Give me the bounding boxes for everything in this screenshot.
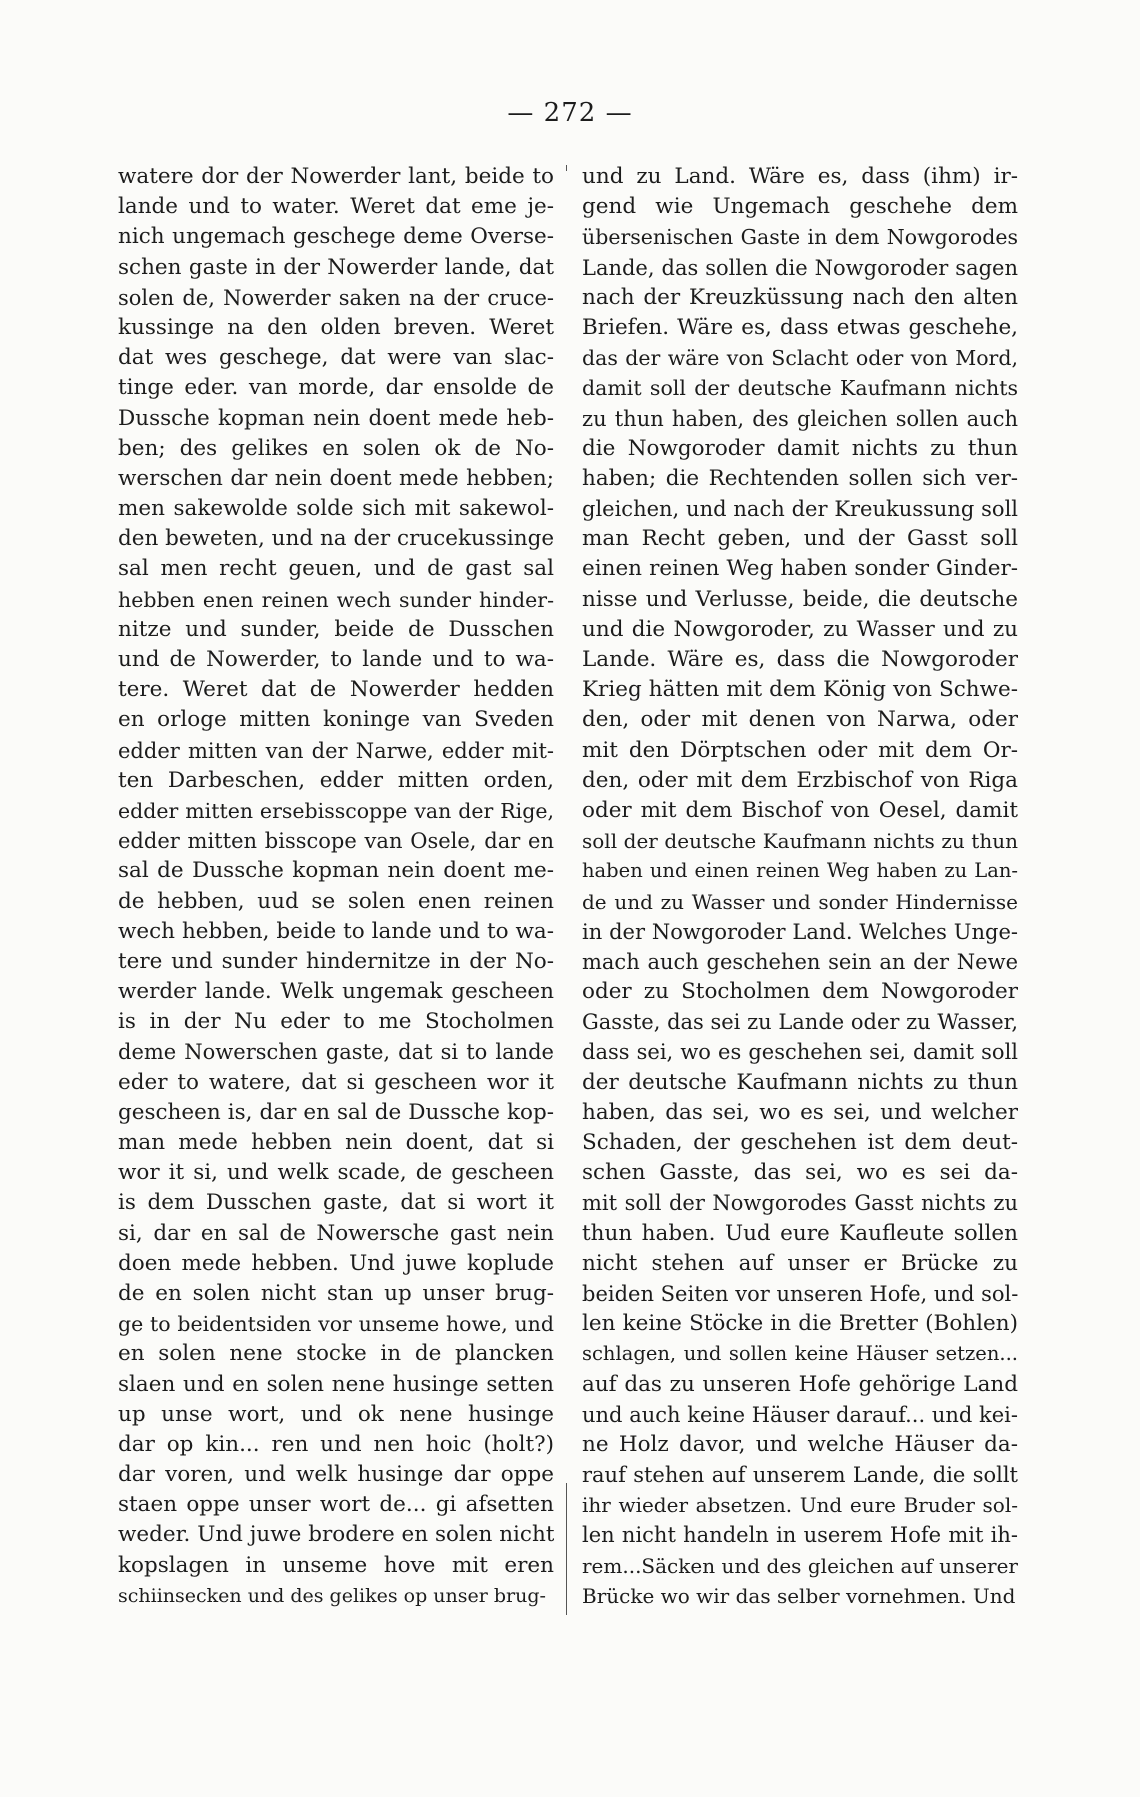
text-line: man Recht geben, und der Gasst soll [582, 526, 1018, 552]
text-line: len nicht handeln in userem Hofe mit ih- [582, 1523, 1018, 1548]
text-line: watere dor der Nowerder lant, beide to [118, 164, 554, 189]
text-line: staen oppe unser wort de... gi afsetten [118, 1492, 554, 1518]
text-line: gleichen, und nach der Kreukussung soll [582, 497, 1018, 522]
text-line: tere und sunder hindernitze in der No- [118, 948, 554, 974]
text-line: gescheen is, dar en sal de Dussche kop- [118, 1099, 554, 1125]
text-line: übersenischen Gaste in dem Nowgorodes [582, 225, 1018, 250]
text-line: de und zu Wasser und sonder Hindernisse [582, 889, 1018, 914]
text-line: Briefen. Wäre es, dass etwas geschehe, [582, 314, 1018, 340]
text-line: de hebben, uud se solen enen reinen [118, 888, 554, 914]
text-line: und auch keine Häuser darauf... und kei- [582, 1402, 1018, 1427]
text-line: auf das zu unseren Hofe gehörige Land [582, 1371, 1018, 1397]
text-line: haben und einen reinen Weg haben zu Lan- [582, 859, 1018, 883]
text-line: si, dar en sal de Nowersche gast nein [118, 1220, 554, 1246]
text-line: dass sei, wo es geschehen sei, damit soll [582, 1040, 1018, 1065]
text-line: tinge eder. van morde, dar ensolde de [118, 375, 554, 401]
text-line: und de Nowerder, to lande und to wa- [118, 647, 554, 672]
text-line: sal de Dussche kopman nein doent me- [118, 858, 554, 884]
text-line: mach auch geschehen sein an der Newe [582, 949, 1018, 974]
text-line: slaen und en solen nene husinge setten [118, 1371, 554, 1397]
text-line: Gasste, das sei zu Lande oder zu Wasser, [582, 1010, 1018, 1035]
text-line: Lande. Wäre es, dass die Nowgoroder [582, 647, 1018, 672]
text-line: einen reinen Weg haben sonder Ginder- [582, 556, 1018, 582]
text-line: das der wäre von Sclacht oder von Mord, [582, 346, 1018, 371]
text-line: lande und to water. Weret dat eme je- [118, 194, 554, 220]
text-line: hebben enen reinen wech sunder hinder- [118, 587, 554, 612]
text-line: nisse und Verlusse, beide, die deutsche [582, 586, 1018, 612]
text-line: Schaden, der geschehen ist dem deut- [582, 1130, 1018, 1155]
text-line: edder mitten bisscope van Osele, dar en [118, 829, 554, 854]
text-line: ten Darbeschen, edder mitten orden, [118, 767, 554, 793]
text-line: in der Nowgoroder Land. Welches Unge- [582, 919, 1018, 944]
page-number: — 272 — [507, 98, 633, 128]
text-line: die Nowgoroder damit nichts zu thun [582, 435, 1018, 461]
text-line: edder mitten van der Narwe, edder mit- [118, 738, 554, 763]
text-line: haben; die Rechtenden sollen sich ver- [582, 465, 1018, 491]
left-column-low-german [118, 162, 554, 1611]
text-line: zu thun haben, des gleichen sollen auch [582, 406, 1018, 431]
right-column-german-translation [582, 162, 1018, 1611]
text-line: damit soll der deutsche Kaufmann nichts [582, 376, 1018, 401]
text-line: doen mede hebben. Und juwe koplude [118, 1250, 554, 1276]
text-line: nach der Kreuzküssung nach den alten [582, 284, 1018, 310]
text-line: haben, das sei, wo es sei, und welcher [582, 1099, 1018, 1125]
text-line: up unse wort, und ok nene husinge [118, 1401, 554, 1427]
text-line: mit den Dörptschen oder mit dem Or- [582, 737, 1018, 763]
text-line: gend wie Ungemach geschehe dem [582, 194, 1018, 220]
text-line: soll der deutsche Kaufmann nichts zu thun [582, 829, 1018, 854]
text-line: und zu Land. Wäre es, dass (ihm) ir- [582, 164, 1018, 189]
text-line: dar voren, und welk husinge dar oppe [118, 1462, 554, 1488]
text-line: schlagen, und sollen keine Häuser setzen... [582, 1342, 1018, 1366]
text-line: edder mitten ersebisscoppe van der Rige, [118, 798, 554, 823]
text-line: kussinge na den olden breven. Weret [118, 314, 554, 340]
text-line: nicht stehen auf unser er Brücke zu [582, 1250, 1018, 1276]
text-line: is dem Dusschen gaste, dat si wort it [118, 1190, 554, 1216]
text-line: schen Gasste, das sei, wo es sei da- [582, 1160, 1018, 1186]
text-line: schen gaste in der Nowerder lande, dat [118, 254, 554, 280]
text-line: en orloge mitten koninge van Sveden [118, 707, 554, 733]
text-line: solen de, Nowerder saken na der cruce- [118, 285, 554, 310]
text-line: de en solen nicht stan up unser brug- [118, 1280, 554, 1306]
text-line: ihr wieder absetzen. Und eure Bruder sol- [582, 1493, 1018, 1518]
text-line: beiden Seiten vor unseren Hofe, und sol- [582, 1281, 1018, 1306]
text-line: Brücke wo wir das selber vornehmen. Und [582, 1583, 1016, 1608]
text-line: nich ungemach geschege deme Overse- [118, 224, 554, 250]
text-line: oder zu Stocholmen dem Nowgoroder [582, 979, 1018, 1005]
text-line: thun haben. Uud eure Kaufleute sollen [582, 1220, 1018, 1246]
text-line: dar op kin... ren und nen hoic (holt?) [118, 1431, 554, 1457]
text-line: eder to watere, dat si gescheen wor it [118, 1069, 554, 1095]
text-line: Lande, das sollen die Nowgoroder sagen [582, 255, 1018, 280]
text-line: schiinsecken und des gelikes op unser brug- [118, 1584, 546, 1607]
text-line: ben; des gelikes en solen ok de No- [118, 435, 554, 461]
text-line: rem...Säcken und des gleichen auf unserer [582, 1553, 1018, 1578]
text-line: den, oder mit denen von Narwa, oder [582, 707, 1018, 733]
text-line: rauf stehen auf unserem Lande, die sollt [582, 1463, 1018, 1488]
text-line: is in der Nu eder to me Stocholmen [118, 1009, 554, 1035]
text-line: men sakewolde solde sich mit sakewol- [118, 496, 554, 522]
text-line: ge to beidentsiden vor unseme howe, und [118, 1312, 554, 1337]
text-line: den, oder mit dem Erzbischof von Riga [582, 767, 1018, 793]
text-line: wor it si, und welk scade, de gescheen [118, 1160, 554, 1186]
text-line: der deutsche Kaufmann nichts zu thun [582, 1069, 1018, 1095]
text-line: den beweten, und na der crucekussinge [118, 526, 554, 552]
text-line: sal men recht geuen, und de gast sal [118, 556, 554, 582]
text-line: dat wes geschege, dat were van slac- [118, 345, 554, 371]
text-line: man mede hebben nein doent, dat si [118, 1130, 554, 1155]
text-line: len keine Stöcke in die Bretter (Bohlen) [582, 1311, 1018, 1337]
text-line: mit soll der Nowgorodes Gasst nichts zu [582, 1191, 1018, 1216]
text-line: und die Nowgoroder, zu Wasser und zu [582, 616, 1018, 642]
text-line: werder lande. Welk ungemak gescheen [118, 979, 554, 1005]
text-line: en solen nene stocke in de plancken [118, 1341, 554, 1367]
text-line: weder. Und juwe brodere en solen nicht [118, 1522, 554, 1548]
text-line: Dussche kopman nein doent mede heb- [118, 405, 554, 431]
text-line: tere. Weret dat de Nowerder hedden [118, 677, 554, 703]
text-line: werschen dar nein doent mede hebben; [118, 465, 554, 491]
text-line: oder mit dem Bischof von Oesel, damit [582, 797, 1018, 823]
text-line: deme Nowerschen gaste, dat si to lande [118, 1040, 554, 1065]
text-line: kopslagen in unseme hove mit eren [118, 1552, 554, 1578]
text-line: nitze und sunder, beide de Dusschen [118, 616, 554, 642]
text-line: wech hebben, beide to lande und to wa- [118, 918, 554, 944]
text-line: ne Holz davor, und welche Häuser da- [582, 1431, 1018, 1457]
column-divider [566, 165, 567, 1615]
text-line: Krieg hätten mit dem König von Schwe- [582, 677, 1018, 703]
